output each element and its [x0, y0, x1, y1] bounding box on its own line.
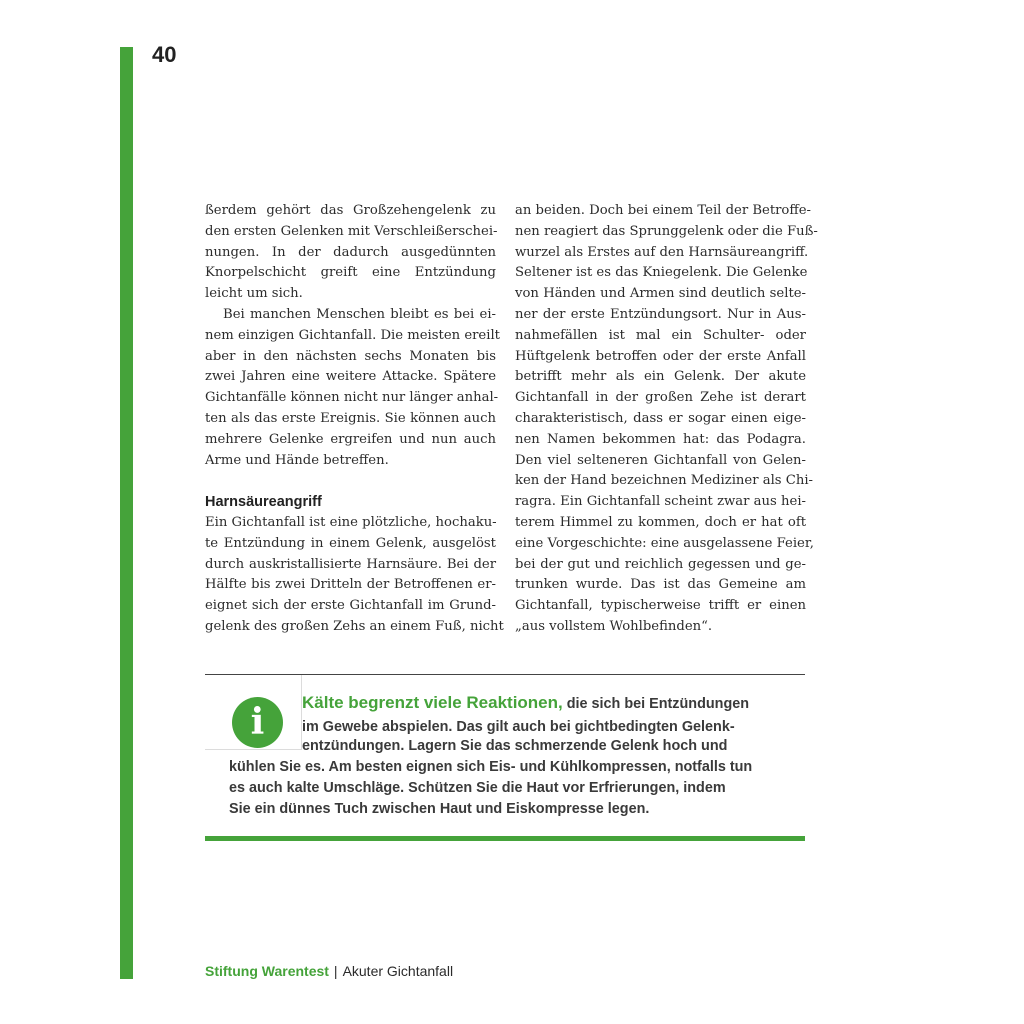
- info-box-lead: Kälte begrenzt viele Reaktionen,: [302, 693, 563, 712]
- text-line: aber in den nächsten sechs Monaten bis: [205, 348, 496, 364]
- text-line: Den viel selteneren Gichtanfall von Gelen-: [515, 452, 806, 468]
- text-line: mehrere Gelenke ergreifen und nun auch: [205, 431, 496, 447]
- text-line: gelenk des großen Zehs an einem Fuß, nicht: [205, 618, 504, 634]
- text-line: den ersten Gelenken mit Verschleißerschei-: [205, 223, 498, 239]
- text-line: Ein Gichtanfall ist eine plötzliche, hochaku-: [205, 514, 497, 530]
- text-line: ßerdem gehört das Großzehengelenk zu: [205, 203, 496, 218]
- text-line: Seltener ist es das Kniegelenk. Die Gelenke: [515, 265, 808, 281]
- footer-title: Akuter Gichtanfall: [342, 963, 454, 979]
- text-line: Gichtanfälle können nicht nur länger anhal-: [205, 390, 499, 406]
- footer: [205, 963, 453, 979]
- text-line: Arme und Hände betreffen.: [205, 452, 389, 468]
- text-line: eignet sich der erste Gichtanfall im Grund-: [205, 598, 496, 614]
- text-line: wurzel als Erstes auf den Harnsäureangriff.: [515, 244, 809, 260]
- info-box-line: Sie ein dünnes Tuch zwischen Haut und Eiskompresse legen.: [229, 801, 650, 817]
- text-line: nahmefällen ist mal ein Schulter- oder: [515, 327, 806, 343]
- footer-brand: Stiftung Warentest: [205, 963, 329, 979]
- footer-separator: |: [333, 963, 338, 979]
- text-line: charakteristisch, dass er sogar einen eige-: [515, 410, 806, 426]
- page-edge-bar: [120, 47, 133, 979]
- page-number: 40: [152, 42, 177, 67]
- text-line: „aus vollstem Wohlbefinden“.: [515, 618, 713, 634]
- text-line: Hüftgelenk betroffen oder der erste Anfall: [515, 348, 806, 364]
- text-line: Hälfte bis zwei Dritteln der Betroffenen er-: [205, 577, 496, 593]
- text-line: trunken wurde. Das ist das Gemeine am: [515, 577, 806, 593]
- info-box-line: im Gewebe abspielen. Das gilt auch bei gichtbedingten Gelenk-: [302, 719, 735, 735]
- text-line: nen Namen bekommen hat: das Podagra.: [515, 431, 806, 447]
- text-line: nem einzigen Gichtanfall. Die meisten ereilt: [205, 327, 500, 343]
- text-line: terem Himmel zu kommen, doch er hat oft: [515, 514, 806, 530]
- section-heading: Harnsäureangriff: [205, 494, 322, 511]
- text-line: ragra. Ein Gichtanfall scheint zwar aus hei-: [515, 494, 806, 510]
- text-line: durch auskristallisierte Harnsäure. Bei der: [205, 556, 496, 572]
- text-line: bei der gut und reichlich gegessen und ge-: [515, 556, 806, 572]
- text-line: Gichtanfall, typischerweise trifft er einen: [515, 598, 806, 614]
- text-line: zwei Jahren eine weitere Attacke. Spätere: [205, 369, 496, 385]
- text-line: nen reagiert das Sprunggelenk oder die Fuß-: [515, 223, 818, 239]
- text-line: ner der erste Entzündungsort. Nur in Aus-: [515, 306, 806, 322]
- text-line: Bei manchen Menschen bleibt es bei ei-: [223, 306, 496, 322]
- text-line: leicht um sich.: [205, 286, 303, 302]
- text-column-left: [205, 201, 504, 638]
- text-line: Knorpelschicht greift eine Entzündung: [205, 265, 496, 281]
- text-line: eine Vorgeschichte: eine ausgelassene Feier,: [515, 535, 814, 551]
- text-line: an beiden. Doch bei einem Teil der Betroffe-: [515, 203, 812, 218]
- info-icon: i: [232, 697, 283, 748]
- info-box-line: entzündungen. Lagern Sie das schmerzende Gelenk hoch und: [302, 738, 728, 754]
- info-box-lead-rest: die sich bei Entzündungen: [562, 696, 750, 712]
- text-column-right: [515, 201, 818, 638]
- text-line: betrifft mehr als ein Gelenk. Der akute: [515, 369, 806, 385]
- text-line: te Entzündung in einem Gelenk, ausgelöst: [205, 535, 496, 551]
- text-line: ten als das erste Ereignis. Sie können auch: [205, 410, 496, 426]
- info-box-bottom-rule: [205, 836, 805, 841]
- info-box-first-line: [302, 692, 749, 715]
- text-line: nungen. In der dadurch ausgedünnten: [205, 244, 496, 260]
- text-line: von Händen und Armen sind deutlich selte-: [515, 286, 806, 302]
- paragraph-gap: [205, 471, 496, 492]
- info-box-line: kühlen Sie es. Am besten eignen sich Eis- und Kühlkompressen, notfalls tun: [229, 759, 753, 775]
- info-box-line: es auch kalte Umschläge. Schützen Sie die Haut vor Erfrierungen, indem: [229, 780, 726, 796]
- text-line: ken der Hand bezeichnen Mediziner als Chi-: [515, 473, 814, 489]
- text-line: Gichtanfall in der großen Zehe ist derart: [515, 390, 806, 406]
